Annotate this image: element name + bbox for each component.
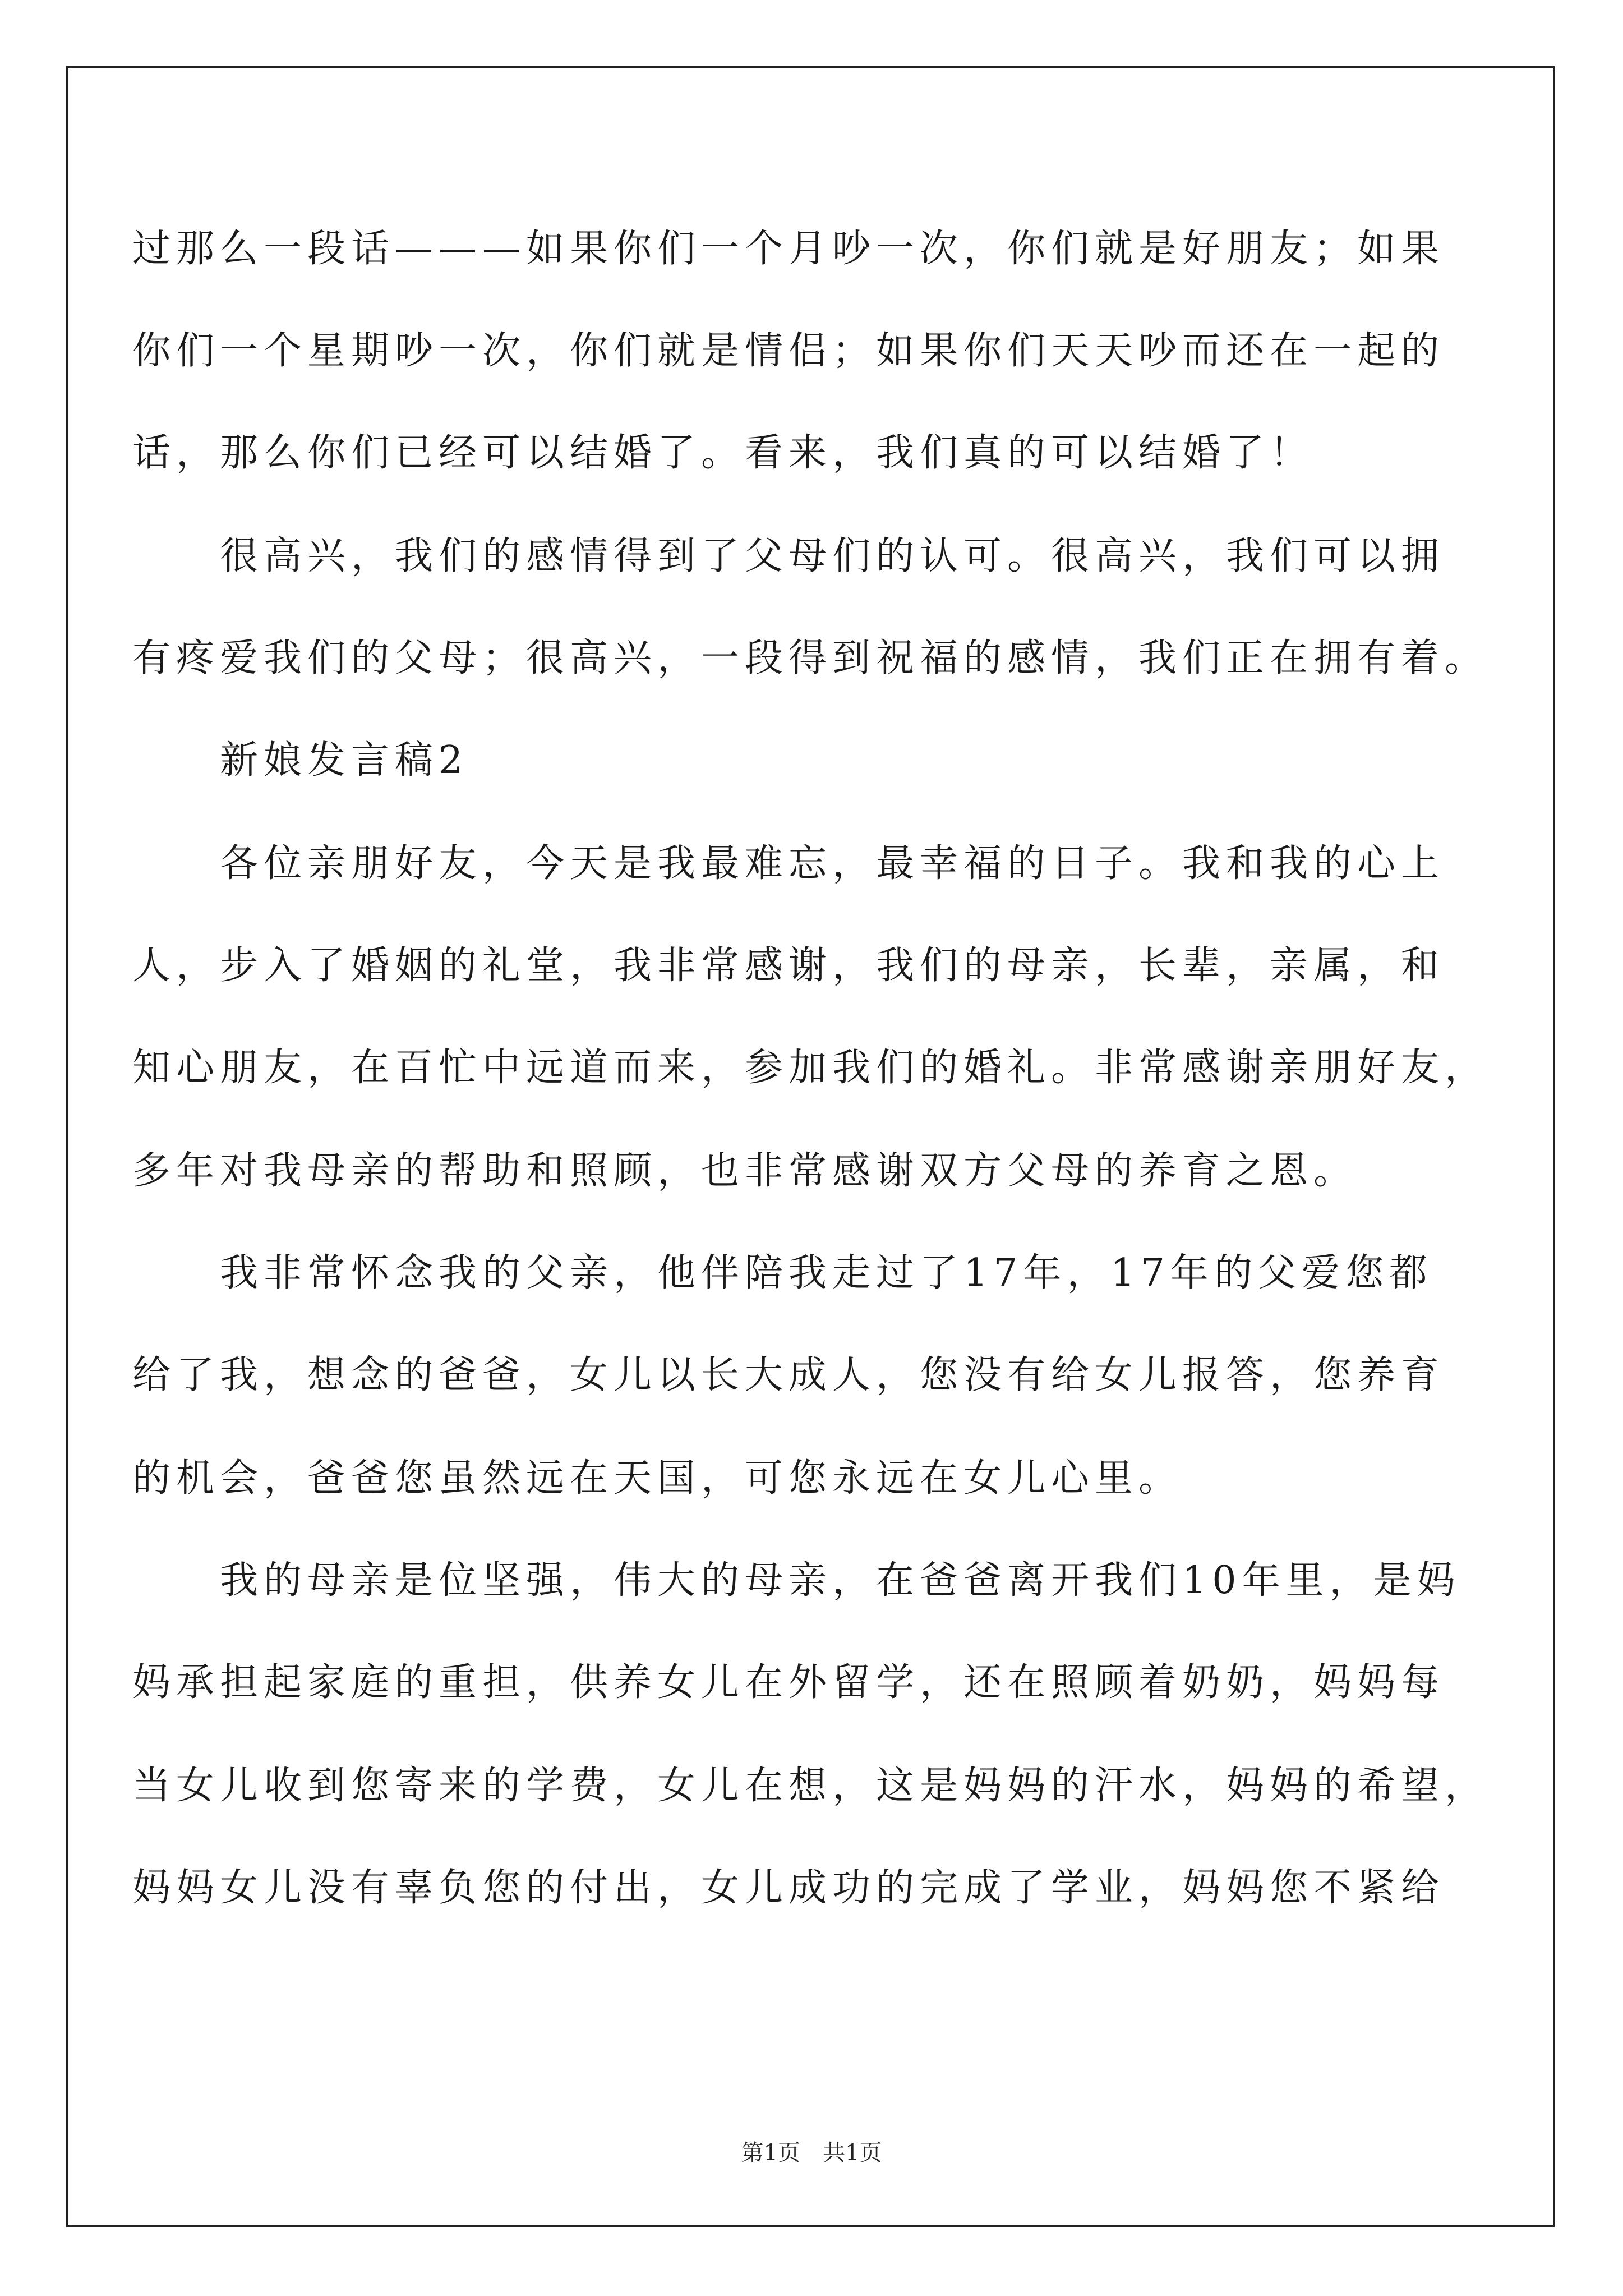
section-heading: 新娘发言稿2 (132, 738, 469, 783)
text-line: 你们一个星期吵一次，你们就是情侣；如果你们天天吵而还在一起的 (132, 329, 1445, 373)
page-number-footer: 第1页 共1页 (741, 2140, 882, 2166)
text-line: 人，步入了婚姻的礼堂，我非常感谢，我们的母亲，长辈，亲属，和 (132, 944, 1445, 988)
text-line: 各位亲朋好友，今天是我最难忘，最幸福的日子。我和我的心上 (132, 841, 1445, 886)
text-line: 妈妈女儿没有辜负您的付出，女儿成功的完成了学业，妈妈您不紧给 (132, 1866, 1445, 1910)
text-line: 话，那么你们已经可以结婚了。看来，我们真的可以结婚了！ (132, 431, 1314, 475)
text-line: 多年对我母亲的帮助和照顾，也非常感谢双方父母的养育之恩。 (132, 1149, 1358, 1193)
text-line: 知心朋友，在百忙中远道而来，参加我们的婚礼。非常感谢亲朋好友， (132, 1046, 1489, 1090)
text-line: 妈承担起家庭的重担，供养女儿在外留学，还在照顾着奶奶，妈妈每 (132, 1660, 1445, 1705)
text-line: 很高兴，我们的感情得到了父母们的认可。很高兴，我们可以拥 (132, 534, 1445, 578)
text-line: 过那么一段话———如果你们一个月吵一次，你们就是好朋友；如果 (132, 227, 1445, 271)
text-line: 当女儿收到您寄来的学费，女儿在想，这是妈妈的汗水，妈妈的希望， (132, 1764, 1489, 1808)
text-line: 给了我，想念的爸爸，女儿以长大成人，您没有给女儿报答，您养育 (132, 1353, 1445, 1397)
text-line: 我非常怀念我的父亲，他伴陪我走过了17年，17年的父爱您都 (132, 1251, 1433, 1295)
text-line: 我的母亲是位坚强，伟大的母亲，在爸爸离开我们10年里，是妈 (132, 1558, 1461, 1603)
text-line: 的机会，爸爸您虽然远在天国，可您永远在女儿心里。 (132, 1456, 1183, 1501)
text-line: 有疼爱我们的父母；很高兴，一段得到祝福的感情，我们正在拥有着。 (132, 636, 1489, 680)
